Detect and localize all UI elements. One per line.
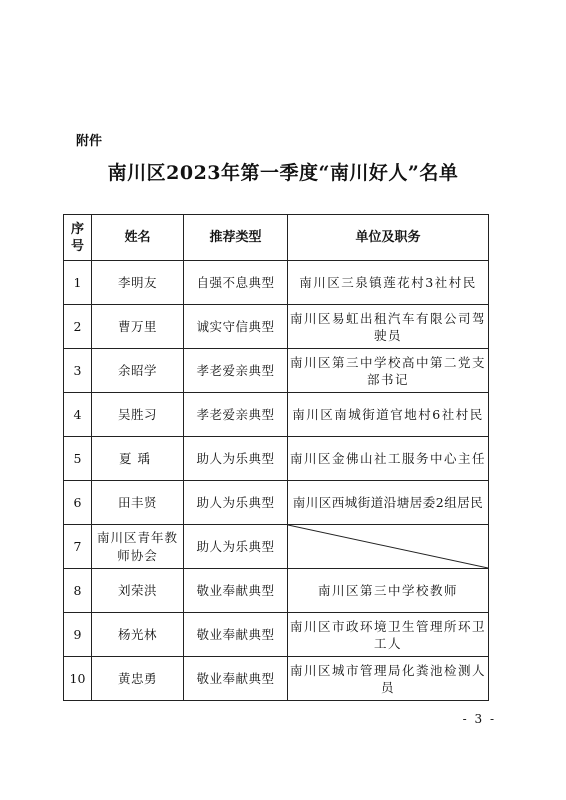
row-number: 1: [64, 261, 92, 305]
table-row: [64, 569, 489, 613]
row-number: 2: [64, 305, 92, 349]
table-row: [64, 261, 489, 305]
row-number: 9: [64, 613, 92, 657]
row-unit: 南川区易虹出租汽车有限公司驾驶员: [288, 305, 489, 349]
row-name: 夏瑀: [92, 437, 184, 481]
row-name: 曹万里: [92, 305, 184, 349]
header-type: 推荐类型: [184, 215, 288, 261]
table-row: [64, 481, 489, 525]
row-type: 助人为乐典型: [184, 437, 288, 481]
header-name: 姓名: [92, 215, 184, 261]
table-row: [64, 657, 489, 701]
table-row: [64, 613, 489, 657]
row-number: 8: [64, 569, 92, 613]
row-name: 黄忠勇: [92, 657, 184, 701]
row-unit: 南川区城市管理局化粪池检测人员: [288, 657, 489, 701]
row-number: 5: [64, 437, 92, 481]
row-unit: 南川区第三中学校教师: [288, 569, 489, 613]
row-unit: 南川区第三中学校高中第二党支部书记: [288, 349, 489, 393]
row-unit: 南川区市政环境卫生管理所环卫工人: [288, 613, 489, 657]
row-type: 敬业奉献典型: [184, 613, 288, 657]
row-unit: 南川区西城街道沿塘居委2组居民: [288, 481, 489, 525]
row-unit: 南川区金佛山社工服务中心主任: [288, 437, 489, 481]
page-number: - 3 -: [462, 712, 496, 726]
row-name: 余昭学: [92, 349, 184, 393]
table-row: [64, 305, 489, 349]
row-name: 刘荣洪: [92, 569, 184, 613]
row-unit: 南川区三泉镇莲花村3社村民: [288, 261, 489, 305]
row-number: 3: [64, 349, 92, 393]
diagonal-slash-line: [288, 525, 488, 568]
row-name: 杨光林: [92, 613, 184, 657]
row-name: 田丰贤: [92, 481, 184, 525]
row-type: 助人为乐典型: [184, 525, 288, 569]
row-name: 李明友: [92, 261, 184, 305]
table-row: [64, 349, 489, 393]
row-type: 孝老爱亲典型: [184, 393, 288, 437]
row-number: 7: [64, 525, 92, 569]
row-type: 诚实守信典型: [184, 305, 288, 349]
document-title: 南川区2023年第一季度“南川好人”名单: [107, 162, 459, 184]
row-unit: 南川区南城街道官地村6社村民: [288, 393, 489, 437]
table-header-row: [64, 215, 489, 261]
header-unit: 单位及职务: [288, 215, 489, 261]
honorees-table: [63, 214, 489, 701]
row-type: 自强不息典型: [184, 261, 288, 305]
row-number: 10: [64, 657, 92, 701]
table-row: [64, 437, 489, 481]
header-number: 序号: [64, 215, 92, 261]
row-type: 孝老爱亲典型: [184, 349, 288, 393]
table-row: [64, 393, 489, 437]
row-number: 6: [64, 481, 92, 525]
table-row: [64, 525, 489, 569]
row-name: 南川区青年教师协会: [92, 525, 184, 569]
row-unit-empty: [288, 525, 489, 569]
row-name: 吴胜习: [92, 393, 184, 437]
row-type: 敬业奉献典型: [184, 657, 288, 701]
row-type: 敬业奉献典型: [184, 569, 288, 613]
attachment-label: 附件: [76, 134, 103, 149]
row-type: 助人为乐典型: [184, 481, 288, 525]
row-number: 4: [64, 393, 92, 437]
